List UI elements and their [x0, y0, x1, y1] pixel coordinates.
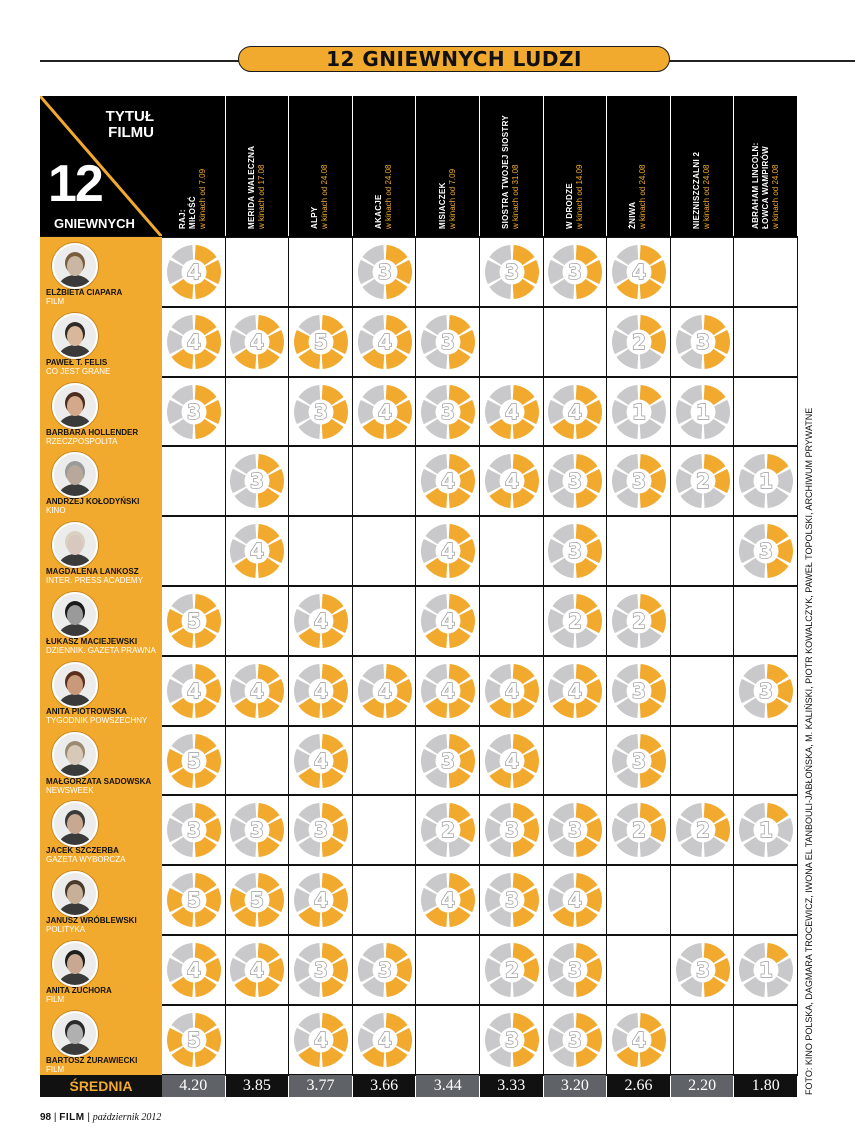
film-header-label: [247, 146, 267, 229]
rating-badge: [673, 940, 733, 1000]
rating-value: 2: [568, 608, 583, 633]
rating-value: 3: [632, 748, 646, 773]
rating-badge: [418, 382, 478, 442]
rating-value: 3: [504, 1027, 519, 1052]
rating-value: 4: [441, 888, 456, 913]
corner-number: 12: [48, 155, 102, 213]
film-title: MERIDA WALECZNA: [246, 145, 256, 229]
rating-value: 4: [568, 399, 583, 424]
rating-value: 3: [504, 259, 519, 284]
rating-badge: [673, 312, 733, 372]
rating-badge: [545, 870, 605, 930]
average-value: 4.20: [162, 1075, 225, 1097]
rating-value: 4: [314, 608, 328, 633]
rating-value: 4: [441, 469, 456, 494]
corner-label-film: FILMU: [108, 124, 154, 141]
avatar: [52, 1011, 98, 1057]
column-divider: [225, 237, 226, 1075]
film-header-label: [374, 165, 394, 230]
rating-badge: [545, 382, 605, 442]
film-header: [416, 96, 479, 237]
magazine-name: FILM: [59, 1112, 85, 1123]
film-title: ALPY: [310, 206, 320, 229]
rating-value: 3: [314, 818, 328, 843]
critic-publication: POLITYKA: [46, 925, 86, 935]
film-title: W DRODZE: [564, 183, 574, 229]
rating-value: 2: [695, 818, 710, 843]
rating-value: 1: [695, 399, 710, 424]
rating-badge: [164, 731, 224, 791]
film-release-date: w kinach od 14.09: [574, 164, 584, 229]
rating-badge: [482, 940, 542, 1000]
rating-value: 3: [250, 469, 265, 494]
rating-badge: [609, 1010, 669, 1070]
rating-value: 4: [186, 259, 201, 284]
rating-badge: [482, 451, 542, 511]
critic-label-cell: [40, 656, 162, 726]
rating-value: 4: [441, 539, 456, 564]
film-release-date: w kinach od 7.09: [198, 168, 208, 229]
film-title: MIŁOŚĆ: [188, 196, 198, 229]
rating-badge: [545, 591, 605, 651]
rating-value: 1: [759, 469, 774, 494]
column-divider: [479, 237, 480, 1075]
rating-badge: [164, 591, 224, 651]
rating-badge: [164, 382, 224, 442]
film-header-label: [692, 152, 712, 229]
rating-badge: [609, 731, 669, 791]
average-label: ŚREDNIA: [69, 1078, 133, 1094]
rating-value: 4: [186, 678, 201, 703]
rating-badge: [609, 591, 669, 651]
rating-badge: [545, 1010, 605, 1070]
rating-badge: [164, 242, 224, 302]
film-header: [162, 96, 225, 237]
critic-name: MAŁGORZATA SADOWSKA: [46, 776, 152, 786]
critic-publication: CO JEST GRANE: [46, 366, 111, 376]
rating-badge: [227, 940, 287, 1000]
critic-publication: GAZETA WYBORCZA: [46, 855, 126, 865]
rating-badge: [482, 382, 542, 442]
rating-badge: [545, 451, 605, 511]
critic-name: MAGDALENA LANKOSZ: [46, 567, 139, 577]
rating-value: 4: [504, 399, 519, 424]
critic-name: BARBARA HOLLENDER: [46, 427, 139, 437]
rating-value: 3: [441, 399, 456, 424]
page-title: 12 GNIEWNYCH LUDZI: [326, 47, 582, 71]
film-header-label: [501, 115, 521, 229]
rating-value: 3: [314, 957, 328, 982]
rating-value: 4: [441, 608, 456, 633]
critic-label-cell: [40, 307, 162, 377]
page-number: 98: [40, 1112, 52, 1123]
rating-value: 4: [250, 329, 265, 354]
rating-badge: [164, 940, 224, 1000]
avatar: [52, 592, 98, 638]
title-banner: [238, 46, 670, 72]
critic-label-cell: [40, 237, 162, 307]
rating-value: 3: [568, 957, 583, 982]
rating-badge: [291, 1010, 351, 1070]
critic-label-cell: [40, 935, 162, 1005]
film-release-date: w kinach od 24.08: [638, 164, 648, 229]
rating-badge: [227, 800, 287, 860]
rating-badge: [227, 870, 287, 930]
rating-value: 5: [186, 888, 201, 913]
rating-value: 4: [632, 259, 646, 284]
film-title: ŁOWCA WAMPIRÓW: [760, 145, 770, 229]
rating-value: 4: [314, 748, 328, 773]
film-title: MISIACZEK: [437, 182, 447, 229]
critic-label-cell: [40, 516, 162, 586]
rating-badge: [736, 661, 796, 721]
average-value: 3.66: [353, 1075, 416, 1097]
rating-value: 4: [504, 748, 519, 773]
rating-value: 5: [314, 329, 328, 354]
average-value: 3.20: [544, 1075, 607, 1097]
rating-value: 3: [186, 818, 201, 843]
rating-badge: [291, 661, 351, 721]
rating-value: 3: [377, 957, 392, 982]
rating-value: 2: [632, 608, 646, 633]
rating-value: 4: [314, 1027, 328, 1052]
rating-badge: [227, 312, 287, 372]
film-header: [353, 96, 416, 237]
rating-badge: [609, 451, 669, 511]
film-header: [671, 96, 734, 237]
rating-badge: [291, 800, 351, 860]
avatar: [52, 732, 98, 778]
critic-name: BARTOSZ ŻURAWIECKI: [46, 1055, 138, 1065]
rating-badge: [545, 521, 605, 581]
rating-value: 4: [377, 678, 392, 703]
film-header: [607, 96, 670, 237]
rating-badge: [673, 451, 733, 511]
avatar: [52, 941, 98, 987]
critic-name: ANITA PIOTROWSKA: [46, 706, 127, 716]
avatar: [52, 383, 98, 429]
rating-value: 3: [250, 818, 265, 843]
rating-badge: [418, 591, 478, 651]
rating-value: 2: [695, 469, 710, 494]
rating-badge: [545, 661, 605, 721]
rating-badge: [291, 591, 351, 651]
critic-name: JANUSZ WRÓBLEWSKI: [46, 916, 137, 926]
film-header-label: [628, 165, 648, 230]
average-value: 3.77: [289, 1075, 352, 1097]
rating-value: 4: [250, 957, 265, 982]
rating-value: 5: [186, 748, 201, 773]
rating-badge: [355, 940, 415, 1000]
film-release-date: w kinach od 24.08: [320, 164, 330, 229]
avatar: [52, 452, 98, 498]
rating-value: 4: [377, 329, 392, 354]
rating-value: 4: [632, 1027, 646, 1052]
film-release-date: w kinach od 7.09: [447, 168, 457, 229]
rating-value: 4: [250, 539, 265, 564]
rating-value: 3: [441, 329, 456, 354]
average-value: 2.66: [607, 1075, 670, 1097]
rating-value: 1: [759, 818, 774, 843]
film-header: [226, 96, 289, 237]
rating-badge: [227, 521, 287, 581]
critic-name: PAWEŁ T. FELIS: [46, 357, 108, 367]
avatar: [52, 871, 98, 917]
rating-badge: [736, 800, 796, 860]
average-value: 3.85: [226, 1075, 289, 1097]
rating-badge: [227, 661, 287, 721]
rating-badge: [736, 521, 796, 581]
critic-label-cell: [40, 726, 162, 796]
footer-separator: |: [53, 1112, 60, 1123]
critic-publication: TYGODNIK POWSZECHNY: [46, 715, 148, 725]
film-header: [734, 96, 797, 237]
critic-publication: FILM: [46, 1064, 65, 1074]
film-title: RAJ:: [178, 209, 188, 229]
rating-value: 4: [568, 678, 583, 703]
rating-value: 3: [632, 678, 646, 703]
rating-value: 3: [314, 399, 328, 424]
rating-badge: [482, 242, 542, 302]
rating-badge: [545, 242, 605, 302]
rating-value: 3: [568, 469, 583, 494]
avatar: [52, 243, 98, 289]
critic-publication: DZIENNIK. GAZETA PRAWNA: [46, 646, 156, 655]
rating-badge: [482, 731, 542, 791]
rating-badge: [418, 731, 478, 791]
rating-badge: [482, 870, 542, 930]
rating-value: 3: [568, 539, 583, 564]
critic-publication: INTER. PRESS ACADEMY: [46, 576, 143, 586]
rating-value: 3: [695, 329, 710, 354]
rating-badge: [673, 800, 733, 860]
column-divider: [415, 237, 416, 1075]
rating-badge: [164, 1010, 224, 1070]
rating-value: 2: [441, 818, 456, 843]
critic-name: ŁUKASZ MACIEJEWSKI: [46, 637, 138, 646]
critic-name: ANDRZEJ KOŁODYŃSKI: [46, 497, 140, 507]
avatar: [52, 801, 98, 847]
rating-value: 4: [314, 678, 328, 703]
avatar: [52, 662, 98, 708]
film-header-label: [178, 169, 208, 229]
rating-badge: [609, 661, 669, 721]
column-divider: [352, 237, 353, 1075]
critic-publication: RZECZPOSPOLITA: [46, 436, 118, 446]
rating-value: 4: [186, 329, 201, 354]
rating-value: 3: [504, 888, 519, 913]
film-release-date: w kinach od 24.08: [770, 164, 780, 229]
rating-value: 4: [250, 678, 265, 703]
rating-value: 2: [632, 329, 646, 354]
rating-badge: [355, 382, 415, 442]
film-title: AKACJE: [374, 194, 384, 229]
film-title: SIOSTRA TWOJEJ SIOSTRY: [501, 114, 511, 229]
rating-value: 3: [186, 399, 201, 424]
rating-badge: [418, 800, 478, 860]
rating-value: 3: [759, 539, 774, 564]
rating-badge: [482, 800, 542, 860]
rating-value: 1: [632, 399, 646, 424]
column-divider: [543, 237, 544, 1075]
column-divider: [670, 237, 671, 1075]
rating-badge: [545, 800, 605, 860]
rating-value: 3: [632, 469, 646, 494]
rating-value: 3: [695, 957, 710, 982]
avatar: [52, 522, 98, 568]
film-header-label: [310, 165, 330, 230]
rating-badge: [355, 312, 415, 372]
rating-value: 2: [632, 818, 646, 843]
rating-badge: [291, 940, 351, 1000]
critic-name: ANITA ZUCHORA: [46, 986, 112, 995]
rating-badge: [609, 382, 669, 442]
rating-value: 4: [504, 678, 519, 703]
critic-label-cell: [40, 1005, 162, 1075]
film-header-label: [438, 169, 458, 229]
critic-publication: KINO: [46, 506, 66, 516]
rating-badge: [418, 451, 478, 511]
rating-badge: [736, 940, 796, 1000]
rating-badge: [291, 870, 351, 930]
rating-badge: [355, 242, 415, 302]
film-release-date: w kinach od 24.08: [702, 164, 712, 229]
film-title: NIEZNISZCZALNI 2: [692, 151, 702, 229]
rating-value: 4: [568, 888, 583, 913]
rating-badge: [418, 870, 478, 930]
average-value: 2.20: [671, 1075, 734, 1097]
film-release-date: w kinach od 31.08: [511, 164, 521, 229]
issue-date: październik 2012: [92, 1112, 162, 1123]
rating-badge: [355, 661, 415, 721]
rating-value: 1: [759, 957, 774, 982]
rating-badge: [227, 451, 287, 511]
rating-value: 5: [186, 608, 201, 633]
corner-label-title: TYTUŁ: [105, 108, 154, 125]
average-value: 3.33: [480, 1075, 543, 1097]
critic-publication: NEWSWEEK: [46, 785, 94, 795]
column-divider: [288, 237, 289, 1075]
critic-publication: FILM: [46, 995, 65, 1004]
rating-badge: [355, 1010, 415, 1070]
rating-badge: [609, 242, 669, 302]
column-divider: [733, 237, 734, 1075]
rating-value: 5: [186, 1027, 201, 1052]
rating-badge: [736, 451, 796, 511]
film-title: ŻNIWA: [628, 201, 638, 229]
average-label-cell: [40, 1075, 162, 1097]
page-footer: [40, 1112, 161, 1123]
rating-value: 5: [250, 888, 265, 913]
film-header: [544, 96, 607, 237]
rating-badge: [545, 940, 605, 1000]
rating-badge: [164, 800, 224, 860]
rating-badge: [482, 1010, 542, 1070]
rating-value: 4: [441, 678, 456, 703]
rating-badge: [291, 312, 351, 372]
film-header: [289, 96, 352, 237]
rating-badge: [609, 312, 669, 372]
critic-label-cell: [40, 446, 162, 516]
critic-label-cell: [40, 377, 162, 447]
critic-label-cell: [40, 795, 162, 865]
rating-value: 4: [504, 469, 519, 494]
column-divider: [606, 237, 607, 1075]
rating-badge: [291, 731, 351, 791]
rating-badge: [164, 870, 224, 930]
critic-label-cell: [40, 586, 162, 656]
photo-credit: FOTO: KINO POLSKA, DAGMARA TROCEWICZ, IWONA EL TANBOULI-JABŁOŃSKA, M. KALIŃSKI, PIOTR KOWALCZYK, PAWEŁ TOPOLSKI, ARCHIWUM PRYWATNE: [804, 407, 814, 1095]
rating-value: 3: [759, 678, 774, 703]
film-title: ABRAHAM LINCOLN:: [750, 142, 760, 229]
rating-badge: [291, 382, 351, 442]
rating-value: 2: [504, 957, 519, 982]
corner-header: [40, 96, 162, 237]
column-divider: [797, 237, 798, 1075]
rating-badge: [164, 312, 224, 372]
corner-label-angry: GNIEWNYCH: [54, 216, 135, 231]
rating-badge: [418, 521, 478, 581]
rating-value: 3: [441, 748, 456, 773]
critic-label-cell: [40, 865, 162, 935]
rating-value: 3: [504, 818, 519, 843]
rating-badge: [482, 661, 542, 721]
critic-name: ELŻBIETA CIAPARA: [46, 288, 123, 297]
rating-value: 3: [568, 818, 583, 843]
critic-name: JACEK SZCZERBA: [46, 846, 119, 856]
rating-badge: [164, 661, 224, 721]
rating-value: 4: [377, 399, 392, 424]
avatar: [52, 313, 98, 359]
film-header-label: [565, 165, 585, 230]
rating-value: 3: [568, 1027, 583, 1052]
rating-value: 4: [314, 888, 328, 913]
rating-badge: [418, 312, 478, 372]
rating-value: 4: [186, 957, 201, 982]
film-release-date: w kinach od 17.08: [256, 164, 266, 229]
rating-badge: [609, 800, 669, 860]
critic-publication: FILM: [46, 297, 65, 306]
average-value: 1.80: [734, 1075, 797, 1097]
film-header: [480, 96, 543, 237]
film-header-label: [751, 142, 781, 229]
rating-badge: [418, 661, 478, 721]
rating-value: 4: [377, 1027, 392, 1052]
rating-value: 3: [568, 259, 583, 284]
film-release-date: w kinach od 24.08: [384, 164, 394, 229]
average-value: 3.44: [416, 1075, 479, 1097]
rating-value: 3: [377, 259, 392, 284]
rating-badge: [673, 382, 733, 442]
footer-separator: |: [87, 1112, 93, 1123]
